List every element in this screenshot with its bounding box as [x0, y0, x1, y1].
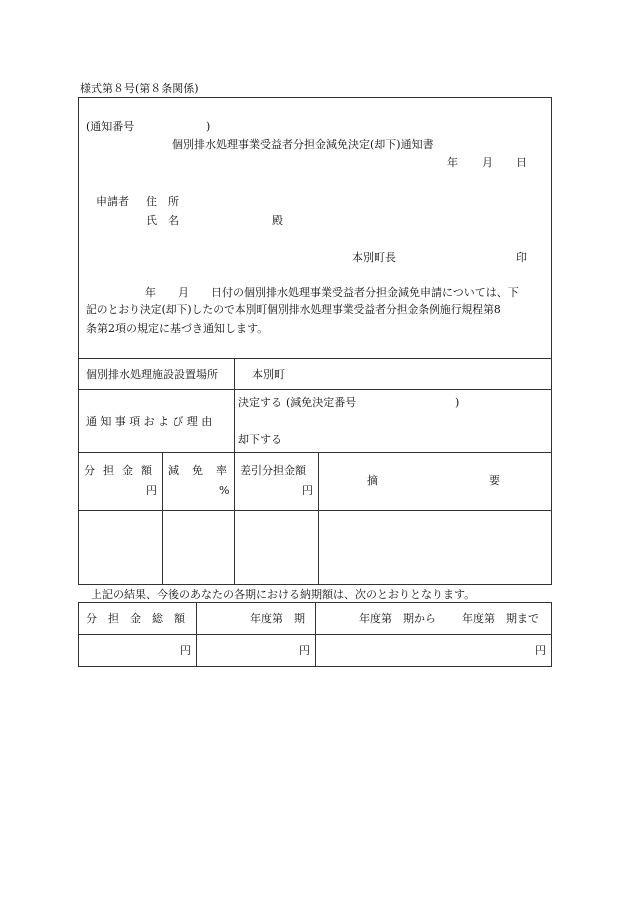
decision-label: 決定する	[238, 396, 282, 409]
name-label: 氏 名	[146, 214, 179, 227]
yen-unit-3: 円	[535, 644, 546, 657]
notice-title: 個別排水処理事業受益者分担金減免決定(却下)通知書	[172, 138, 434, 151]
exemption-number-label: (減免決定番号	[286, 396, 357, 409]
reason-label: 通知事項および理由	[86, 415, 216, 428]
table1-col-divider-3	[318, 452, 319, 585]
col-summary-left: 摘	[367, 474, 378, 487]
table1-label-divider	[234, 358, 235, 452]
col-burden-unit: 円	[146, 484, 157, 497]
seal-mark: 印	[516, 251, 527, 264]
form-number: 様式第８号(第８条関係)	[80, 82, 199, 95]
col-net-unit: 円	[302, 484, 313, 497]
address-label: 住 所	[146, 195, 179, 208]
body-line-1: 年 月 日付の個別排水処理事業受益者分担金減免申請については、下	[145, 286, 519, 299]
table1-rule-2	[78, 389, 552, 390]
range-to-label: 年度第 期まで	[462, 612, 539, 625]
issuer: 本別町長	[352, 251, 396, 264]
table1-col-divider-1	[162, 452, 163, 585]
applicant-label: 申請者	[96, 195, 129, 208]
col-net-label: 差引分担金額	[240, 464, 306, 477]
col-summary-right: 要	[489, 474, 500, 487]
notice-frame	[78, 97, 552, 585]
location-value: 本別町	[252, 368, 285, 381]
col-rate-label: 減免率	[168, 464, 240, 477]
table1-rule-4	[78, 510, 552, 511]
reject-label: 却下する	[238, 433, 282, 446]
yen-unit-1: 円	[180, 644, 191, 657]
col-burden-label: 分担金額	[84, 464, 160, 477]
table1-top-rule	[78, 358, 552, 359]
total-burden-label: 分担金総額	[86, 612, 196, 625]
exemption-number-close: )	[455, 396, 460, 409]
body-line-3: 条第2項の規定に基づき通知します。	[86, 322, 269, 335]
period-label: 年度第 期	[250, 612, 305, 625]
yen-unit-2: 円	[299, 644, 310, 657]
table2-col-divider-2	[315, 602, 316, 667]
table2-col-divider-1	[196, 602, 197, 667]
date-month: 月	[482, 156, 493, 169]
date-day: 日	[516, 156, 527, 169]
range-from-label: 年度第 期から	[359, 612, 436, 625]
table1-rule-3	[78, 452, 552, 453]
date-year: 年	[447, 156, 458, 169]
notice-number-close: )	[206, 120, 211, 133]
location-label: 個別排水処理施設設置場所	[86, 368, 218, 381]
honorific: 殿	[272, 214, 283, 227]
body-line-2: 記のとおり決定(却下)したので本別町個別排水処理事業受益者分担金条例施行規程第8	[86, 303, 501, 316]
result-text: 上記の結果、今後のあなたの各期における納期額は、次のとおりとなります。	[91, 588, 476, 601]
notice-number-label: (通知番号	[86, 120, 135, 133]
col-rate-unit: %	[219, 484, 230, 497]
